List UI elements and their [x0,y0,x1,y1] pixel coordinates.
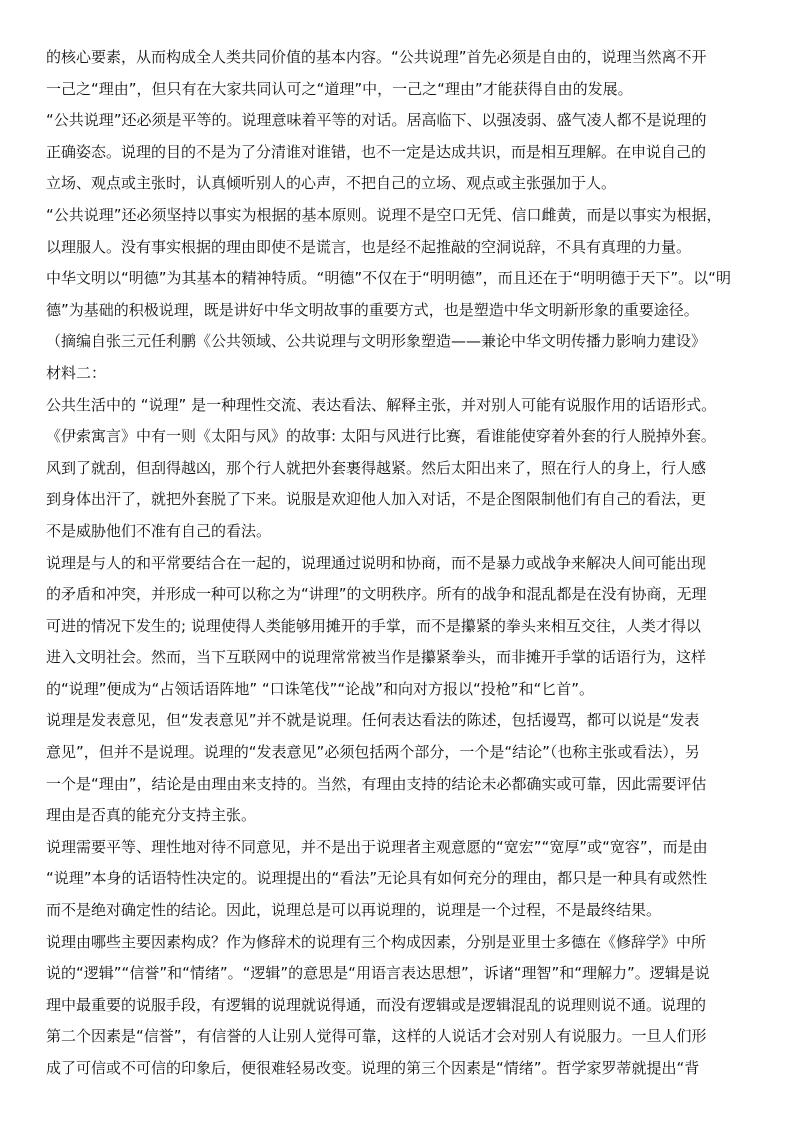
text-line: 立场、观点或主张时，认真倾听别人的心声，不把自己的立场、观点或主张强加于人。 [46,174,617,193]
text-line: 德”为基础的积极说理，既是讲好中华文明故事的重要方式，也是塑造中华文明新形象的重要途径。 [46,300,699,319]
document-body [46,42,758,1085]
text-line: 说理由哪些主要因素构成？作为修辞术的说理有三个构成因素，分别是亚里士多德在《修辞学》中所 [46,932,707,951]
text-line: 风到了就刮，但刮得越凶，那个行人就把外套裹得越紧。然后太阳出来了，照在行人的身上，行人感 [46,458,707,477]
source-citation: （摘编自张三元任利鹏《公共领域、公共说理与文明形象塑造——兼论中华文明传播力影响力建设》 [46,332,707,351]
section-heading: 材料二： [46,363,107,382]
text-line: 可进的情况下发生的; 说理使得人类能够用摊开的手掌，而不是攥紧的拳头来相互交往，人类才得以 [46,616,701,635]
text-line: 说的“逻辑”“信誉”和“情绪”。“逻辑”的意思是“用语言表达思想”，诉诸“理智”和“理解力”。逻辑是说 [46,964,710,983]
text-line: 说理是与人的和平常要结合在一起的，说理通过说明和协商，而不是暴力或战争来解决人间可能出现 [46,553,707,572]
text-line: “公共说理”还必须坚持以事实为根据的基本原则。说理不是空口无凭、信口雌黄，而是以事实为根据， [46,205,722,224]
text-line: 的“说理”便成为“占领话语阵地” “口诛笔伐”“论战”和向对方报以“投枪”和“匕首”。 [46,679,595,698]
text-line: 的核心要素，从而构成全人类共同价值的基本内容。“公共说理”首先必须是自由的，说理当然离不开 [46,48,707,66]
text-line: 《伊索寓言》中有一则《太阳与风》的故事: 太阳与风进行比赛，看谁能使穿着外套的行人脱掉外套。 [46,427,716,446]
text-line: 的矛盾和冲突，并形成一种可以称之为“讲理”的文明秩序。所有的战争和混乱都是在没有协商，无理 [46,585,707,604]
text-line: 进入文明社会。然而，当下互联网中的说理常常被当作是攥紧拳头，而非摊开手掌的话语行为，这样 [46,648,707,667]
text-line: 理由是否真的能充分支持主张。 [46,806,257,825]
text-line: 第二个因素是“信誉”，有信誉的人让别人觉得可靠，这样的人说话才会对别人有说服力。一旦人们形 [46,1027,707,1046]
text-line: “公共说理”还必须是平等的。说理意味着平等的对话。居高临下、以强凌弱、盛气凌人都不是说理的 [46,111,707,130]
text-line: “说理”本身的话语特性决定的。说理提出的“看法”无论具有如何充分的理由，都只是一种具有或然性 [46,869,708,888]
text-line: 意见”，但并不是说理。说理的“发表意见”必须包括两个部分，一个是“结论”（也称主张或看法），另 [46,743,700,762]
text-line: 一个是“理由”，结论是由理由来支持的。当然，有理由支持的结论未必都确实或可靠，因此需要评估 [46,774,707,793]
text-line: 理中最重要的说服手段，有逻辑的说理就说得通，而没有逻辑或是逻辑混乱的说理则说不通。说理的 [46,995,707,1014]
text-line: 以理服人。没有事实根据的理由即使不是谎言，也是经不起推敲的空洞说辞，不具有真理的力量。 [46,237,692,256]
text-line: 不是威胁他们不准有自己的看法。 [46,521,272,540]
text-line: 成了可信或不可信的印象后，便很难轻易改变。说理的第三个因素是“情绪”。哲学家罗蒂就提出“背 [46,1059,700,1077]
text-line: 说理需要平等、理性地对待不同意见，并不是出于说理者主观意愿的“宽宏”“宽厚”或“宽容”，而是由 [46,837,708,856]
text-line: 正确姿态。说理的目的不是为了分清谁对谁错，也不一定是达成共识，而是相互理解。在申说自己的 [46,142,707,161]
text-line: 而不是绝对确定性的结论。因此，说理总是可以再说理的，说理是一个过程，不是最终结果。 [46,901,662,920]
text-line: 中华文明以“明德”为其基本的精神特质。“明德”不仅在于“明明德”，而且还在于“明明德于天下”。以“明 [46,269,731,288]
text-line: 说理是发表意见，但“发表意见”并不就是说理。任何表达看法的陈述，包括谩骂，都可以说是“发表 [46,711,700,730]
text-line: 一己之“理由”，但只有在大家共同认可之“道理”中，一己之“理由”才能获得自由的发展。 [46,79,633,98]
text-line: 到身体出汗了，就把外套脱了下来。说服是欢迎他人加入对话，不是企图限制他们有自己的看法，更 [46,490,707,509]
text-line: 公共生活中的 “说理” 是一种理性交流、表达看法、解释主张，并对别人可能有说服作用的话语形式。 [46,395,717,414]
